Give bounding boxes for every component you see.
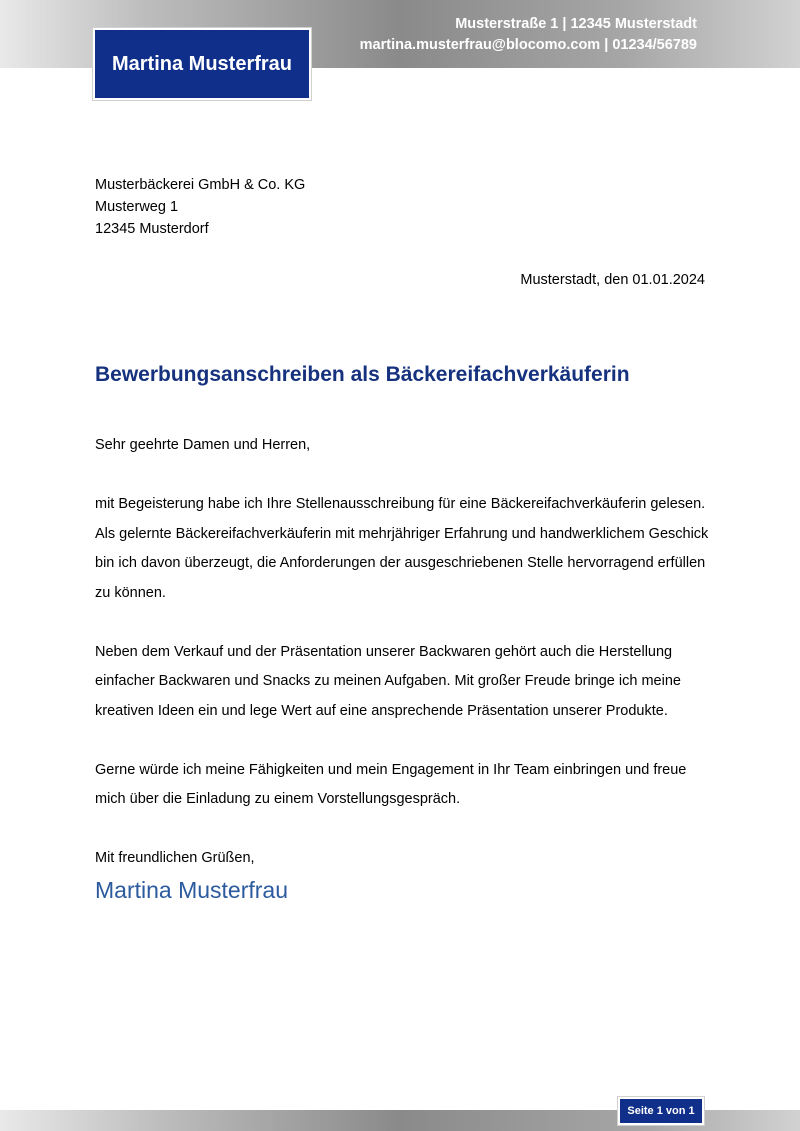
paragraph: Neben dem Verkauf und der Präsentation unserer Backwaren gehört auch die Herstellung einfacher Backwaren und Snacks zu meinen Aufgaben. Mit großer Freude bringe ich meine kreativen Ideen ein und lege Wert auf eine ansprechende Präsentation unserer Produkte. <box>95 643 681 719</box>
letter-body <box>95 431 715 903</box>
closing: Mit freundlichen Grüßen, <box>95 850 255 866</box>
recipient-city: 12345 Musterdorf <box>95 221 209 237</box>
email-phone-line: martina.musterfrau@blocomo.com | 01234/56789 <box>359 37 697 53</box>
sender-name-box: Martina Musterfrau <box>93 28 311 100</box>
letter-subject: Bewerbungsanschreiben als Bäckereifachverkäuferin <box>95 363 630 386</box>
page-number-badge: Seite 1 von 1 <box>618 1097 704 1125</box>
paragraph: Gerne würde ich meine Fähigkeiten und mein Engagement in Ihr Team einbringen und freue mich über die Einladung zu einem Vorstellungsgespräch. <box>95 761 687 807</box>
contact-info <box>360 14 697 56</box>
paragraph: mit Begeisterung habe ich Ihre Stellenausschreibung für eine Bäckereifachverkäuferin gelesen. Als gelernte Bäckereifachverkäuferin mit mehrjähriger Erfahrung und handwerklichem Geschick bin ich davon überzeugt, die Anforderungen der ausgeschriebenen Stelle hervorragend erfüllen zu können. <box>95 496 709 601</box>
salutation: Sehr geehrte Damen und Herren, <box>95 437 311 453</box>
signature: Martina Musterfrau <box>95 877 289 903</box>
address-line: Musterstraße 1 | 12345 Musterstadt <box>455 16 697 32</box>
recipient-company: Musterbäckerei GmbH & Co. KG <box>95 177 306 193</box>
place-date: Musterstadt, den 01.01.2024 <box>520 272 705 288</box>
recipient-street: Musterweg 1 <box>95 199 179 215</box>
recipient-address <box>95 174 305 240</box>
